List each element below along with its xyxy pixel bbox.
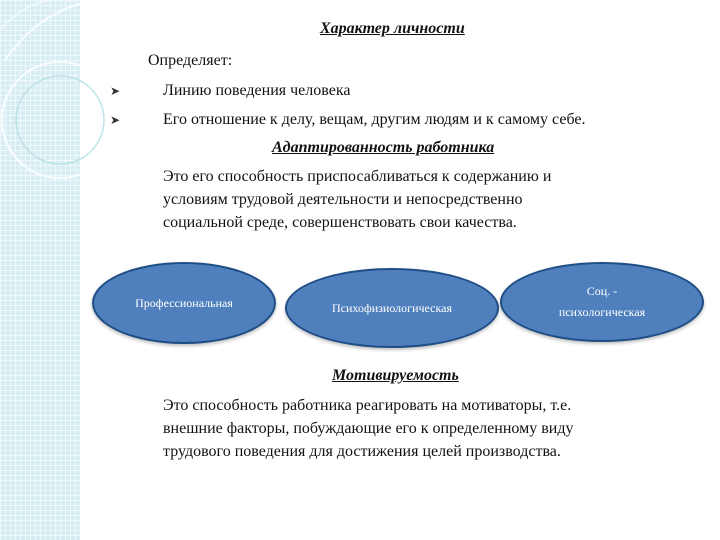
heading-motivation: Мотивируемость <box>332 367 459 384</box>
oval-label: Профессиональная <box>135 295 233 310</box>
oval-label-line1: Соц. - <box>586 284 618 298</box>
motiv-line-1: Это способность работника реагировать на мотиваторы, т.е. <box>163 397 572 414</box>
oval-socio-psychological <box>500 262 704 342</box>
motiv-line-2: внешние факторы, побуждающие его к определенному виду <box>163 420 574 437</box>
oval-professional <box>92 262 276 344</box>
adapt-line-3: социальной среде, совершенствовать свои качества. <box>163 214 517 231</box>
bullet-attitude: Его отношение к делу, вещам, другим людям и к самому себе. <box>163 111 586 128</box>
oval-label-line2: психологическая <box>558 305 646 319</box>
determines-label: Определяет: <box>148 52 233 69</box>
arrow-bullet-icon: ➤ <box>110 113 121 127</box>
motiv-line-3: трудового поведения для достижения целей производства. <box>163 443 561 460</box>
heading-personality: Характер личности <box>320 20 465 37</box>
oval-label: Психофизиологическая <box>332 300 452 315</box>
bullet-behavior: Линию поведения человека <box>163 82 351 99</box>
oval-psychophysiological <box>285 268 499 348</box>
heading-adaptability: Адаптированность работника <box>272 139 495 156</box>
adapt-line-1: Это его способность приспосабливаться к содержанию и <box>163 168 552 185</box>
arrow-bullet-icon: ➤ <box>110 84 121 98</box>
adapt-line-2: условиям трудовой деятельности и непосредственно <box>163 191 523 208</box>
